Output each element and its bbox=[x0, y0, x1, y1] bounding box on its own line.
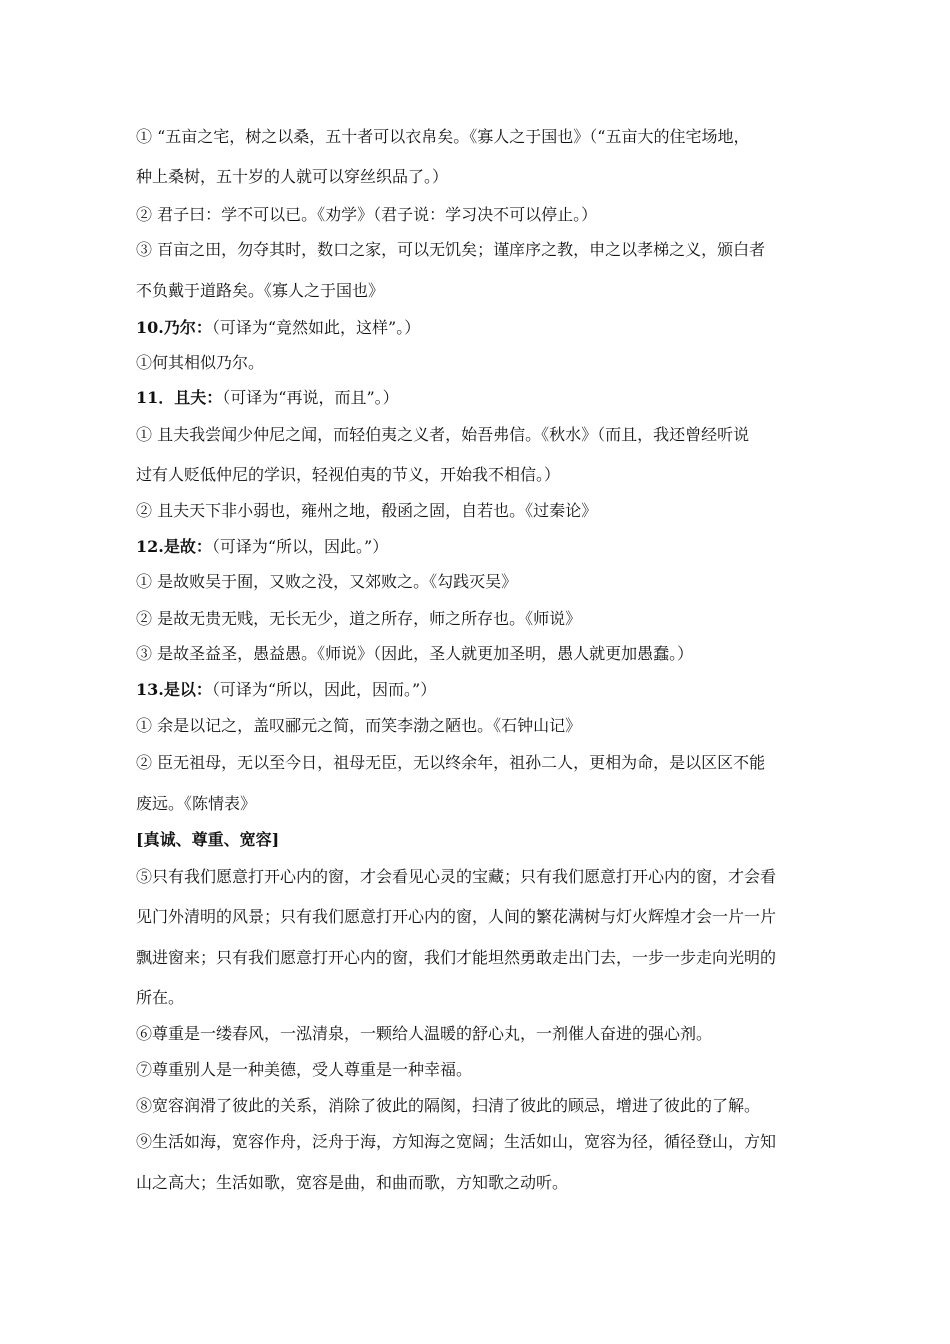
section-heading: [真诚、尊重、宽容] bbox=[136, 830, 280, 849]
text-line bbox=[136, 644, 836, 664]
text-line bbox=[136, 907, 836, 927]
text-line bbox=[136, 167, 836, 187]
line-text: 过有人贬低仲尼的学识，轻视伯夷的节义，开始我不相信。） bbox=[136, 465, 561, 484]
text-line bbox=[136, 281, 836, 301]
text-line bbox=[136, 205, 836, 225]
line-text: ① 且夫我尝闻少仲尼之闻，而轻伯夷之义者，始吾弗信。《秋水》（而且，我还曾经听说 bbox=[136, 425, 750, 444]
line-text: 种上桑树，五十岁的人就可以穿丝织品了。） bbox=[136, 167, 449, 186]
text-line bbox=[136, 867, 836, 887]
line-text: ② 且夫天下非小弱也，雍州之地，殽函之固，自若也。《过秦论》 bbox=[136, 501, 598, 520]
line-text: ⑤只有我们愿意打开心内的窗，才会看见心灵的宝藏；只有我们愿意打开心内的窗，才会看 bbox=[136, 867, 777, 886]
text-line bbox=[136, 988, 836, 1008]
section-label: 13.是以： bbox=[136, 680, 212, 699]
text-line bbox=[136, 609, 836, 629]
text-line bbox=[136, 794, 836, 814]
line-text: ② 是故无贵无贱，无长无少，道之所存，师之所存也。《师说》 bbox=[136, 609, 582, 628]
line-text: ① “五亩之宅，树之以桑，五十者可以衣帛矣。《寡人之于国也》（“五亩大的住宅场地， bbox=[136, 127, 750, 146]
line-text: ①何其相似乃尔。 bbox=[136, 353, 265, 372]
line-text: ⑥尊重是一缕春风，一泓清泉，一颗给人温暖的舒心丸，一剂催人奋进的强心剂。 bbox=[136, 1024, 713, 1043]
line-text: ⑦尊重别人是一种美德，受人尊重是一种幸福。 bbox=[136, 1060, 473, 1079]
section-note: （可译为“竟然如此，这样”。） bbox=[211, 318, 421, 337]
text-line bbox=[136, 1173, 836, 1193]
text-line bbox=[136, 1132, 836, 1152]
section-12-line bbox=[136, 537, 836, 557]
text-line bbox=[136, 353, 836, 373]
section-label: 11．且夫： bbox=[136, 388, 223, 407]
line-text: ⑨生活如海，宽容作舟，泛舟于海，方知海之宽阔；生活如山，宽容为径，循径登山，方知 bbox=[136, 1132, 777, 1151]
line-text: 飘进窗来；只有我们愿意打开心内的窗，我们才能坦然勇敢走出门去，一步一步走向光明的 bbox=[136, 948, 777, 967]
line-text: ① 余是以记之，盖叹郦元之简，而笑李渤之陋也。《石钟山记》 bbox=[136, 716, 582, 735]
text-line bbox=[136, 1024, 836, 1044]
line-text: 见门外清明的风景；只有我们愿意打开心内的窗，人间的繁花满树与灯火辉煌才会一片一片 bbox=[136, 907, 777, 926]
section-13-line bbox=[136, 680, 836, 700]
text-line bbox=[136, 716, 836, 736]
section-note: （可译为“再说，而且”。） bbox=[222, 388, 399, 407]
line-text: ① 是故败吴于囿，又败之没，又郊败之。《勾践灭吴》 bbox=[136, 572, 518, 591]
text-line bbox=[136, 572, 836, 592]
section-label: 12.是故： bbox=[136, 537, 212, 556]
line-text: ③ 是故圣益圣，愚益愚。《师说》（因此，圣人就更加圣明，愚人就更加愚蠢。） bbox=[136, 644, 694, 663]
text-line bbox=[136, 1060, 836, 1080]
section-note: （可译为“所以，因此，因而。”） bbox=[211, 680, 437, 699]
text-line bbox=[136, 948, 836, 968]
section-note: （可译为“所以，因此。”） bbox=[211, 537, 389, 556]
line-text: 废远。《陈情表》 bbox=[136, 794, 257, 813]
section-10-line bbox=[136, 318, 836, 338]
text-line bbox=[136, 1096, 836, 1116]
line-text: ② 君子曰：学不可以已。《劝学》（君子说：学习决不可以停止。） bbox=[136, 205, 598, 224]
text-line bbox=[136, 240, 836, 260]
text-line bbox=[136, 465, 836, 485]
line-text: ② 臣无祖母，无以至今日，祖母无臣，无以终余年，祖孙二人，更相为命，是以区区不能 bbox=[136, 753, 766, 772]
line-text: ⑧宽容润滑了彼此的关系，消除了彼此的隔阂，扫清了彼此的顾忌，增进了彼此的了解。 bbox=[136, 1096, 761, 1115]
line-text: ③ 百亩之田，勿夺其时，数口之家，可以无饥矣；谨庠序之教，申之以孝梯之义，颁白者 bbox=[136, 240, 766, 259]
text-line bbox=[136, 425, 836, 445]
line-text: 不负戴于道路矣。《寡人之于国也》 bbox=[136, 281, 385, 300]
text-line bbox=[136, 501, 836, 521]
line-text: 所在。 bbox=[136, 988, 185, 1007]
section-11-line bbox=[136, 388, 836, 408]
text-line bbox=[136, 753, 836, 773]
text-line bbox=[136, 127, 836, 147]
section-label: 10.乃尔： bbox=[136, 318, 212, 337]
line-text: 山之高大；生活如歌，宽容是曲，和曲而歌，方知歌之动听。 bbox=[136, 1173, 569, 1192]
